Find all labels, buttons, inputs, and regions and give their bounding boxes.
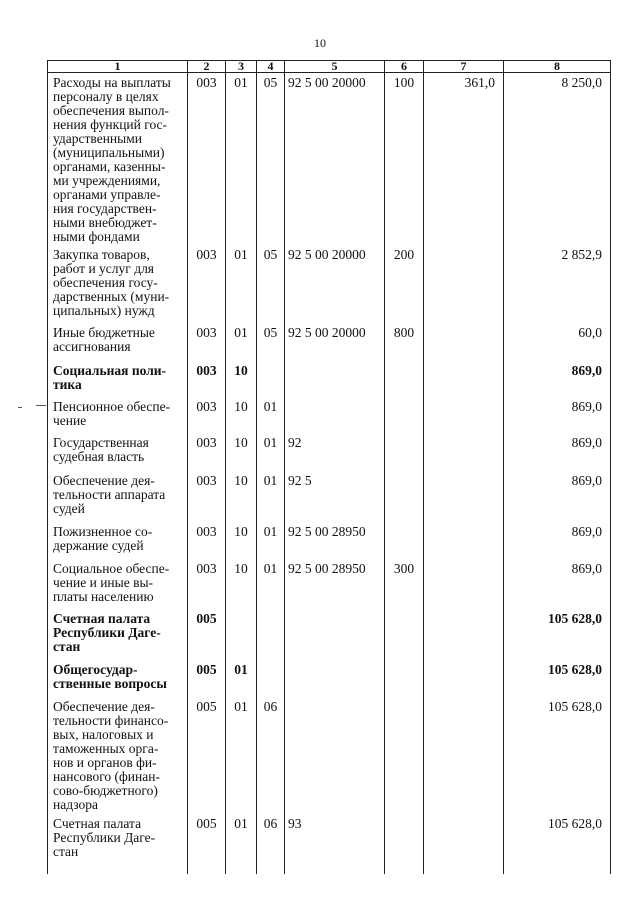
total-cell: 869,0 (504, 361, 611, 397)
total-cell: 105 628,0 (504, 814, 611, 874)
total-cell: 60,0 (504, 323, 611, 361)
header-cell: 3 (226, 61, 257, 73)
row-label-cell: Счетная палата Республики Даге- стан (48, 814, 188, 874)
target-article-cell: 92 5 00 20000 (285, 245, 385, 323)
total-cell: 2 852,9 (504, 245, 611, 323)
code-cell: 003 (188, 397, 226, 433)
row-label-cell: Обеспечение дея- тельности аппарата судей (48, 471, 188, 522)
subsection-cell (257, 660, 285, 697)
amount-cell (424, 361, 504, 397)
table-row (48, 814, 611, 874)
table-body (48, 73, 611, 875)
header-cell: 1 (48, 61, 188, 73)
target-article-cell (285, 397, 385, 433)
section-cell: 10 (226, 471, 257, 522)
amount-cell (424, 660, 504, 697)
subsection-cell: 06 (257, 814, 285, 874)
section-cell: 01 (226, 660, 257, 697)
expense-type-cell: 800 (385, 323, 424, 361)
table-row (48, 361, 611, 397)
code-cell: 003 (188, 361, 226, 397)
expense-type-cell (385, 433, 424, 471)
amount-cell (424, 397, 504, 433)
code-cell: 003 (188, 522, 226, 559)
total-cell: 869,0 (504, 471, 611, 522)
row-label-cell: Пенсионное обеспе- чение (48, 397, 188, 433)
amount-cell (424, 559, 504, 609)
table-row (48, 73, 611, 246)
amount-cell (424, 245, 504, 323)
row-label-cell: Обеспечение дея- тельности финансо- вых, налоговых и таможенных орга- нов и органов фи- нансового (финан- сово-бюджетного) надзора (48, 697, 188, 814)
table-row (48, 559, 611, 609)
target-article-cell (285, 697, 385, 814)
target-article-cell (285, 361, 385, 397)
section-cell: 10 (226, 559, 257, 609)
subsection-cell: 01 (257, 471, 285, 522)
header-cell: 7 (424, 61, 504, 73)
target-article-cell: 92 (285, 433, 385, 471)
section-cell: 10 (226, 433, 257, 471)
subsection-cell: 01 (257, 559, 285, 609)
total-cell: 869,0 (504, 559, 611, 609)
code-cell: 005 (188, 660, 226, 697)
code-cell: 005 (188, 609, 226, 660)
table-row (48, 397, 611, 433)
code-cell: 005 (188, 814, 226, 874)
subsection-cell: 05 (257, 323, 285, 361)
section-cell: 10 (226, 522, 257, 559)
margin-mark (18, 407, 22, 408)
amount-cell (424, 814, 504, 874)
code-cell: 003 (188, 471, 226, 522)
expense-type-cell: 200 (385, 245, 424, 323)
expense-type-cell (385, 814, 424, 874)
code-cell: 003 (188, 245, 226, 323)
row-label-cell: Расходы на выплаты персоналу в целях обеспечения выпол- нения функций гос- ударственными (муниципальными) органами, казенны- ми учреждениями, органами управле- ния государствен- ными внебюджет- ными фондами (48, 73, 188, 246)
subsection-cell: 01 (257, 397, 285, 433)
target-article-cell: 93 (285, 814, 385, 874)
target-article-cell: 92 5 00 28950 (285, 522, 385, 559)
header-cell: 4 (257, 61, 285, 73)
code-cell: 003 (188, 323, 226, 361)
code-cell: 003 (188, 559, 226, 609)
expense-type-cell (385, 361, 424, 397)
row-label-cell: Счетная палата Республики Даге- стан (48, 609, 188, 660)
target-article-cell (285, 660, 385, 697)
page-number: 10 (314, 36, 326, 50)
section-cell: 10 (226, 361, 257, 397)
row-label-cell: Социальное обеспе- чение и иные вы- платы населению (48, 559, 188, 609)
target-article-cell (285, 609, 385, 660)
total-cell: 105 628,0 (504, 609, 611, 660)
section-cell: 01 (226, 323, 257, 361)
header-cell: 2 (188, 61, 226, 73)
subsection-cell (257, 361, 285, 397)
section-cell: 10 (226, 397, 257, 433)
expense-type-cell (385, 660, 424, 697)
budget-table (47, 60, 611, 874)
table-row (48, 245, 611, 323)
table-row (48, 697, 611, 814)
total-cell: 869,0 (504, 433, 611, 471)
header-row (48, 61, 611, 73)
header-cell: 5 (285, 61, 385, 73)
total-cell: 105 628,0 (504, 660, 611, 697)
code-cell: 005 (188, 697, 226, 814)
row-label-cell: Закупка товаров, работ и услуг для обеспечения госу- дарственных (муни- ципальных) нужд (48, 245, 188, 323)
target-article-cell: 92 5 (285, 471, 385, 522)
subsection-cell: 05 (257, 73, 285, 246)
target-article-cell: 92 5 00 20000 (285, 73, 385, 246)
subsection-cell: 01 (257, 433, 285, 471)
code-cell: 003 (188, 73, 226, 246)
row-label-cell: Иные бюджетные ассигнования (48, 323, 188, 361)
row-label-cell: Государственная судебная власть (48, 433, 188, 471)
subsection-cell: 06 (257, 697, 285, 814)
amount-cell (424, 697, 504, 814)
header-cell: 6 (385, 61, 424, 73)
total-cell: 8 250,0 (504, 73, 611, 246)
row-label-cell: Пожизненное со- держание судей (48, 522, 188, 559)
total-cell: 869,0 (504, 522, 611, 559)
margin-mark (36, 405, 46, 406)
subsection-cell (257, 609, 285, 660)
subsection-cell: 01 (257, 522, 285, 559)
section-cell: 01 (226, 697, 257, 814)
row-label-cell: Общегосудар- ственные вопросы (48, 660, 188, 697)
table-row (48, 522, 611, 559)
expense-type-cell: 300 (385, 559, 424, 609)
code-cell: 003 (188, 433, 226, 471)
header-cell: 8 (504, 61, 611, 73)
amount-cell (424, 522, 504, 559)
section-cell: 01 (226, 814, 257, 874)
subsection-cell: 05 (257, 245, 285, 323)
section-cell: 01 (226, 73, 257, 246)
table-row (48, 609, 611, 660)
expense-type-cell (385, 471, 424, 522)
amount-cell (424, 609, 504, 660)
expense-type-cell (385, 609, 424, 660)
expense-type-cell (385, 522, 424, 559)
table-row (48, 660, 611, 697)
total-cell: 105 628,0 (504, 697, 611, 814)
table-row (48, 323, 611, 361)
section-cell (226, 609, 257, 660)
target-article-cell: 92 5 00 20000 (285, 323, 385, 361)
section-cell: 01 (226, 245, 257, 323)
expense-type-cell (385, 397, 424, 433)
expense-type-cell: 100 (385, 73, 424, 246)
target-article-cell: 92 5 00 28950 (285, 559, 385, 609)
table-row (48, 471, 611, 522)
amount-cell (424, 471, 504, 522)
amount-cell (424, 433, 504, 471)
table-row (48, 433, 611, 471)
amount-cell (424, 323, 504, 361)
amount-cell: 361,0 (424, 73, 504, 246)
row-label-cell: Социальная поли- тика (48, 361, 188, 397)
expense-type-cell (385, 697, 424, 814)
total-cell: 869,0 (504, 397, 611, 433)
